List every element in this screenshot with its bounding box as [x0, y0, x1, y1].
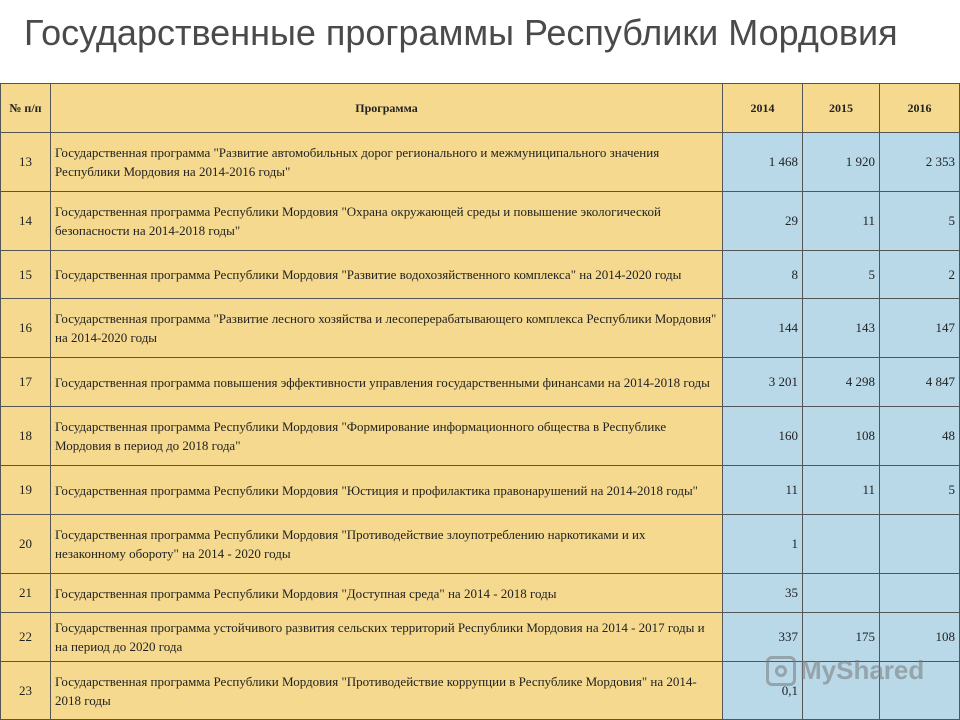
row-num: 19: [1, 466, 51, 515]
row-value-2016: 2: [880, 251, 960, 299]
row-value-2014: 3 201: [723, 358, 803, 407]
row-program: Государственная программа Республики Мордовия "Охрана окружающей среды и повышение экологической безопасности на 2014-2018 годы": [51, 192, 723, 251]
row-num: 13: [1, 133, 51, 192]
row-program: Государственная программа Республики Мордовия "Противодействие коррупции в Республике Мордовия" на 2014-2018 годы: [51, 662, 723, 720]
table-row: [1, 574, 960, 613]
row-value-2016: 48: [880, 407, 960, 466]
row-value-2016: 147: [880, 299, 960, 358]
row-value-2014: 11: [723, 466, 803, 515]
header-num: № п/п: [1, 84, 51, 133]
row-program: Государственная программа "Развитие автомобильных дорог регионального и межмуниципального значения Республики Мордовия на 2014-2016 годы": [51, 133, 723, 192]
row-program: Государственная программа устойчивого развития сельских территорий Республики Мордовия на 2014 - 2017 годы и на период до 2020 года: [51, 613, 723, 662]
row-value-2014: 29: [723, 192, 803, 251]
watermark-logo: [766, 655, 924, 686]
row-num: 20: [1, 515, 51, 574]
row-program: Государственная программа Республики Мордовия "Развитие водохозяйственного комплекса" на 2014-2020 годы: [51, 251, 723, 299]
row-value-2014: 0,1: [723, 662, 803, 720]
row-value-2015: 11: [803, 466, 880, 515]
table-row: [1, 407, 960, 466]
row-program: Государственная программа Республики Мордовия "Юстиция и профилактика правонарушений на 2014-2018 годы": [51, 466, 723, 515]
row-num: 18: [1, 407, 51, 466]
row-value-2016: 5: [880, 192, 960, 251]
row-value-2014: 160: [723, 407, 803, 466]
row-value-2015: 4 298: [803, 358, 880, 407]
row-value-2016: 108: [880, 613, 960, 662]
header-2014: 2014: [723, 84, 803, 133]
row-value-2016: [880, 515, 960, 574]
programs-table: [0, 83, 960, 720]
row-program: Государственная программа Республики Мордовия "Доступная среда" на 2014 - 2018 годы: [51, 574, 723, 613]
row-num: 16: [1, 299, 51, 358]
row-num: 14: [1, 192, 51, 251]
table-row: [1, 192, 960, 251]
row-program: Государственная программа повышения эффективности управления государственными финансами на 2014-2018 годы: [51, 358, 723, 407]
table-row: [1, 515, 960, 574]
table-row: [1, 251, 960, 299]
row-program: Государственная программа Республики Мордовия "Формирование информационного общества в Республике Мордовия в период до 2018 года": [51, 407, 723, 466]
row-value-2014: 35: [723, 574, 803, 613]
row-value-2014: 1: [723, 515, 803, 574]
row-value-2016: 4 847: [880, 358, 960, 407]
table-row: [1, 358, 960, 407]
row-value-2016: 5: [880, 466, 960, 515]
row-num: 23: [1, 662, 51, 720]
row-value-2014: 337: [723, 613, 803, 662]
row-value-2016: [880, 574, 960, 613]
row-value-2014: 1 468: [723, 133, 803, 192]
row-value-2014: 8: [723, 251, 803, 299]
row-num: 17: [1, 358, 51, 407]
watermark-text: MyShared: [800, 655, 925, 685]
table-header-row: [1, 84, 960, 133]
row-value-2015: 1 920: [803, 133, 880, 192]
row-value-2015: 5: [803, 251, 880, 299]
share-icon: [766, 656, 796, 686]
row-value-2015: 11: [803, 192, 880, 251]
table-row: [1, 133, 960, 192]
header-program: Программа: [51, 84, 723, 133]
table-row: [1, 299, 960, 358]
row-value-2015: 175: [803, 613, 880, 662]
row-program: Государственная программа "Развитие лесного хозяйства и лесоперерабатывающего комплекса Республики Мордовия" на 2014-2020 годы: [51, 299, 723, 358]
row-num: 22: [1, 613, 51, 662]
row-value-2015: 108: [803, 407, 880, 466]
header-2016: 2016: [880, 84, 960, 133]
row-value-2015: [803, 515, 880, 574]
row-num: 15: [1, 251, 51, 299]
page-title: Государственные программы Республики Мордовия: [24, 12, 898, 53]
row-value-2016: 2 353: [880, 133, 960, 192]
header-2015: 2015: [803, 84, 880, 133]
row-num: 21: [1, 574, 51, 613]
row-value-2015: 143: [803, 299, 880, 358]
table-row: [1, 466, 960, 515]
row-value-2014: 144: [723, 299, 803, 358]
row-program: Государственная программа Республики Мордовия "Противодействие злоупотреблению наркотиками и их незаконному обороту" на 2014 - 2020 годы: [51, 515, 723, 574]
row-value-2015: [803, 574, 880, 613]
